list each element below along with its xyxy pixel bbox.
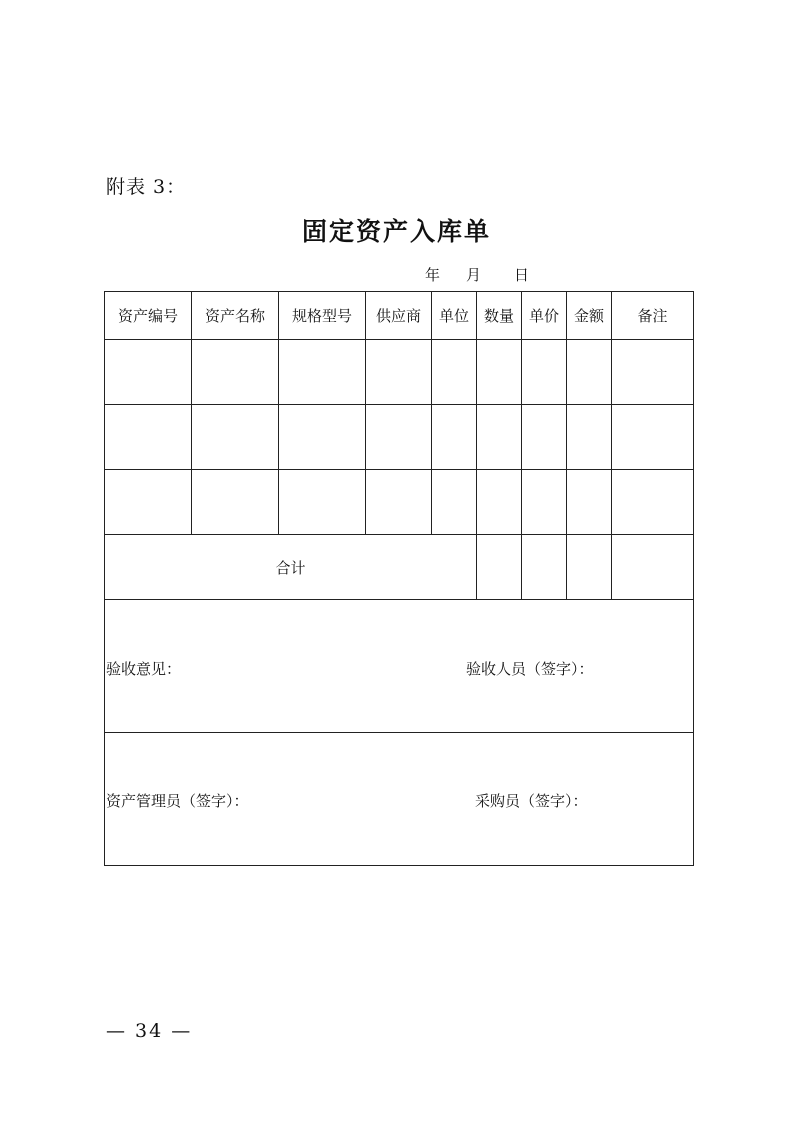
- table-cell[interactable]: [567, 405, 612, 470]
- table-cell[interactable]: [366, 340, 432, 405]
- purchaser-signature-label: 采购员（签字）：: [475, 792, 588, 810]
- table-cell[interactable]: [612, 340, 694, 405]
- table-cell[interactable]: [279, 470, 366, 535]
- table-cell[interactable]: [612, 470, 694, 535]
- total-quantity-cell[interactable]: [477, 535, 522, 600]
- table-cell[interactable]: [522, 340, 567, 405]
- total-amount-cell[interactable]: [567, 535, 612, 600]
- total-remarks-cell[interactable]: [612, 535, 694, 600]
- table-row: [105, 405, 694, 470]
- table-cell[interactable]: [522, 405, 567, 470]
- acceptance-row: [105, 600, 694, 733]
- page-number: — 34 —: [106, 1020, 193, 1042]
- header-remarks: 备注: [612, 292, 694, 340]
- table-cell[interactable]: [192, 470, 279, 535]
- header-amount: 金额: [567, 292, 612, 340]
- signature-cell[interactable]: [105, 733, 694, 866]
- asset-manager-signature-label: 资产管理员（签字）：: [106, 792, 249, 810]
- header-asset-id: 资产编号: [105, 292, 192, 340]
- table-cell[interactable]: [279, 405, 366, 470]
- table-cell[interactable]: [192, 405, 279, 470]
- document-title: 固定资产入库单: [301, 217, 491, 246]
- date-day-label: 日: [514, 266, 530, 284]
- header-unit: 单位: [432, 292, 477, 340]
- table-cell[interactable]: [432, 470, 477, 535]
- table-cell[interactable]: [432, 405, 477, 470]
- table-cell[interactable]: [477, 470, 522, 535]
- total-label: 合计: [105, 535, 477, 600]
- table-cell[interactable]: [105, 405, 192, 470]
- table-row: [105, 470, 694, 535]
- table-cell[interactable]: [432, 340, 477, 405]
- header-quantity: 数量: [477, 292, 522, 340]
- table-cell[interactable]: [366, 470, 432, 535]
- table-cell[interactable]: [522, 470, 567, 535]
- header-asset-name: 资产名称: [192, 292, 279, 340]
- asset-intake-table: [104, 291, 694, 866]
- date-month-label: 月: [466, 266, 482, 284]
- table-cell[interactable]: [477, 405, 522, 470]
- header-supplier: 供应商: [366, 292, 432, 340]
- total-unit-price-cell[interactable]: [522, 535, 567, 600]
- date-line: [0, 264, 793, 284]
- header-unit-price: 单价: [522, 292, 567, 340]
- signature-row: [105, 733, 694, 866]
- total-row: [105, 535, 694, 600]
- attachment-label: 附表 3：: [106, 176, 187, 198]
- date-year-label: 年: [425, 266, 441, 284]
- table-cell[interactable]: [567, 470, 612, 535]
- header-spec-model: 规格型号: [279, 292, 366, 340]
- table-cell[interactable]: [477, 340, 522, 405]
- acceptance-cell[interactable]: [105, 600, 694, 733]
- table-cell[interactable]: [612, 405, 694, 470]
- acceptor-signature-label: 验收人员（签字）：: [466, 660, 594, 678]
- table-cell[interactable]: [279, 340, 366, 405]
- table-row: [105, 340, 694, 405]
- table-cell[interactable]: [192, 340, 279, 405]
- table-cell[interactable]: [105, 470, 192, 535]
- table-cell[interactable]: [366, 405, 432, 470]
- acceptance-opinion-label: 验收意见：: [106, 660, 182, 678]
- table-cell[interactable]: [567, 340, 612, 405]
- table-cell[interactable]: [105, 340, 192, 405]
- table-header-row: [105, 292, 694, 340]
